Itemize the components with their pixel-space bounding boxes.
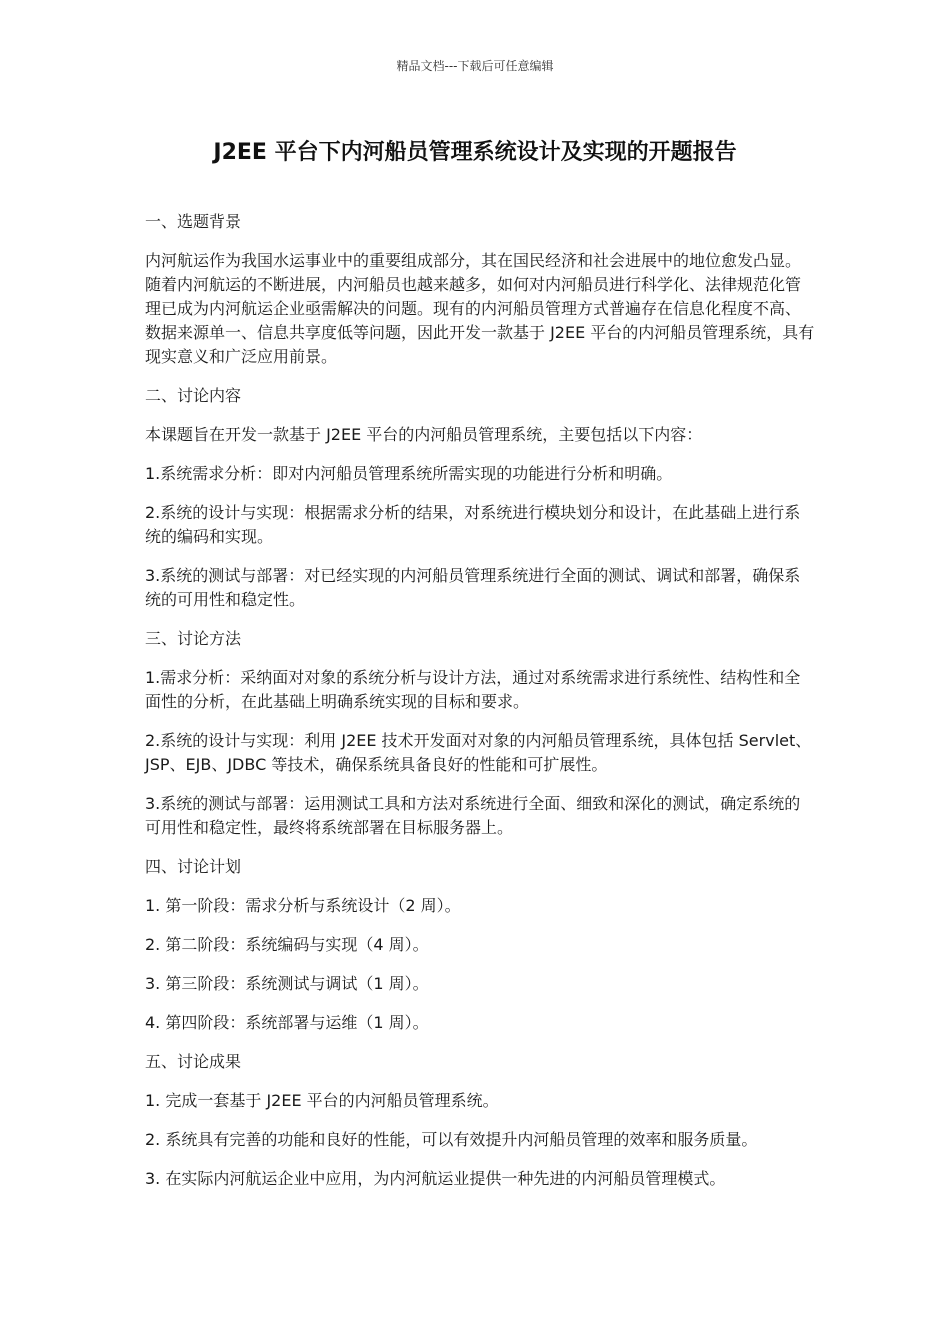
method-item: 1.需求分析：采纳面对对象的系统分析与设计方法，通过对系统需求进行系统性、结构性和全面性的分析，在此基础上明确系统实现的目标和要求。 <box>145 668 801 711</box>
section-heading-results: 五、讨论成果 <box>145 1052 242 1071</box>
background-paragraph: 内河航运作为我国水运事业中的重要组成部分，其在国民经济和社会进展中的地位愈发凸显。随着内河航运的不断进展，内河船员也越来越多，如何对内河船员进行科学化、法律规范化管理已成为内河航运企业亟需解决的问题。现有的内河船员管理方式普遍存在信息化程度不高、数据来源单一、信息共享度低等问题，因此开发一款基于 J2EE 平台的内河船员管理系统，具有现实意义和广泛应用前景。 <box>145 251 815 366</box>
document-title: J2EE 平台下内河船员管理系统设计及实现的开题报告 <box>213 140 737 165</box>
plan-item: 1. 第一阶段：需求分析与系统设计（2 周）。 <box>145 896 461 915</box>
content-item: 1.系统需求分析：即对内河船员管理系统所需实现的功能进行分析和明确。 <box>145 464 673 483</box>
plan-item: 4. 第四阶段：系统部署与运维（1 周）。 <box>145 1013 429 1032</box>
content-item: 2.系统的设计与实现：根据需求分析的结果，对系统进行模块划分和设计，在此基础上进行系统的编码和实现。 <box>145 503 801 546</box>
results-item: 2. 系统具有完善的功能和良好的性能，可以有效提升内河船员管理的效率和服务质量。 <box>145 1130 758 1149</box>
results-item: 1. 完成一套基于 J2EE 平台的内河船员管理系统。 <box>145 1091 499 1110</box>
content-item: 3.系统的测试与部署：对已经实现的内河船员管理系统进行全面的测试、调试和部署，确保系统的可用性和稳定性。 <box>145 566 801 609</box>
content-intro: 本课题旨在开发一款基于 J2EE 平台的内河船员管理系统，主要包括以下内容： <box>145 425 703 444</box>
results-item: 3. 在实际内河航运企业中应用，为内河航运业提供一种先进的内河船员管理模式。 <box>145 1169 726 1188</box>
section-heading-plan: 四、讨论计划 <box>145 857 242 876</box>
plan-item: 3. 第三阶段：系统测试与调试（1 周）。 <box>145 974 429 993</box>
section-heading-method: 三、讨论方法 <box>145 629 242 648</box>
plan-item: 2. 第二阶段：系统编码与实现（4 周）。 <box>145 935 429 954</box>
method-item: 3.系统的测试与部署：运用测试工具和方法对系统进行全面、细致和深化的测试，确定系统的可用性和稳定性，最终将系统部署在目标服务器上。 <box>145 794 801 837</box>
section-heading-background: 一、选题背景 <box>145 212 242 231</box>
document-body <box>145 210 815 1206</box>
header-note: 精品文档---下载后可任意编辑 <box>396 59 554 73</box>
section-heading-content: 二、讨论内容 <box>145 386 242 405</box>
method-item: 2.系统的设计与实现：利用 J2EE 技术开发面对对象的内河船员管理系统，具体包括 Servlet、JSP、EJB、JDBC 等技术，确保系统具备良好的性能和可扩展性。 <box>145 731 812 774</box>
